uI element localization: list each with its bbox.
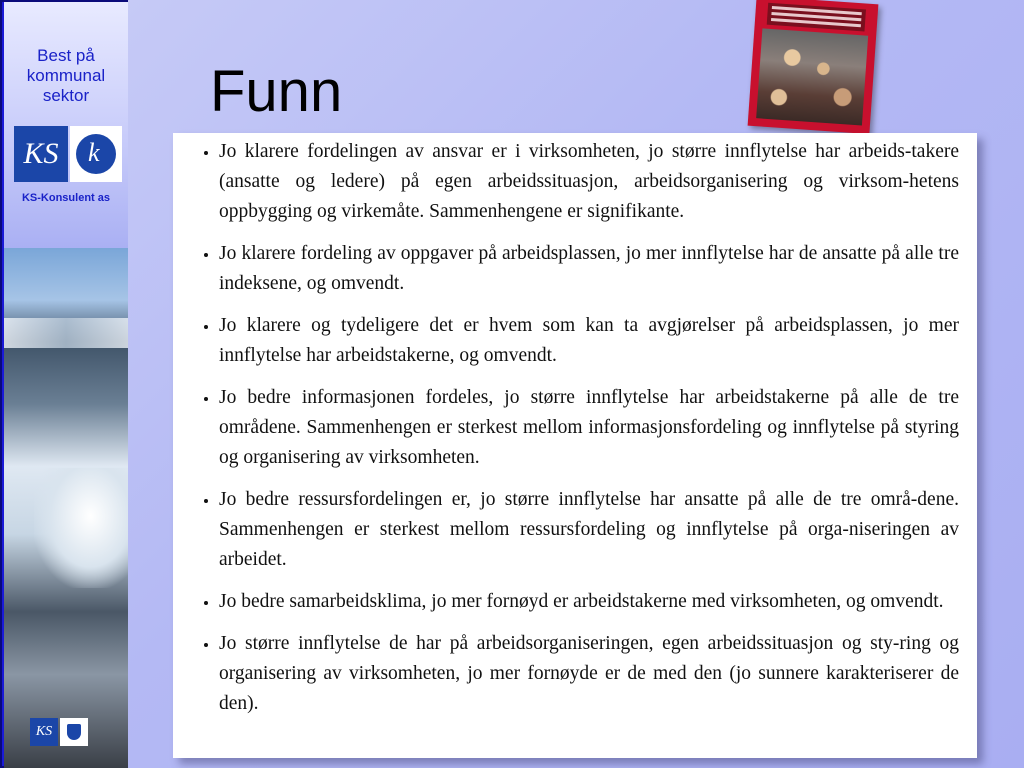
findings-panel	[173, 133, 977, 758]
konsulent-logo-letter: k	[88, 138, 100, 167]
finding-item: • Jo bedre informasjonen fordeles, jo større innflytelse har arbeidstakerne på alle de tre områdene. Sammenhengen er sterkest mellom informasjonsfordeling og innflytelse på styring og organisering av virksomheten.	[219, 383, 959, 473]
shield-icon	[60, 718, 88, 746]
finding-item: • Jo bedre samarbeidsklima, jo mer fornøyd er arbeidstakerne med virksomheten, og omvendt.	[219, 587, 959, 617]
crowd-photo	[756, 28, 868, 125]
ks-logo	[14, 126, 122, 182]
sidebar	[0, 0, 128, 768]
finding-item: • Jo klarere fordelingen av ansvar er i virksomheten, jo større innflytelse har arbeids-takere (ansatte og ledere) på egen arbeidssituasjon, arbeidsorganisering og virksom-hetens oppbygging og virkemåte. Sammenhengene er signifikante.	[219, 137, 959, 227]
findings-list	[173, 133, 977, 719]
finding-item: • Jo bedre ressursfordelingen er, jo større innflytelse har ansatte på alle de tre områ-dene. Sammenhengen er sterkest mellom ressursfordeling og innflytelse på orga-niseringen av arbeidet.	[219, 485, 959, 575]
konsulent-logo-mark	[70, 126, 122, 182]
finding-item: • Jo klarere fordeling av oppgaver på arbeidsplassen, jo mer innflytelse har de ansatte på alle tre indeksene, og omvendt.	[219, 239, 959, 299]
finding-item: • Jo klarere og tydeligere det er hvem som kan ta avgjørelser på arbeidsplassen, jo mer innflytelse har arbeidstakerne, og omvendt.	[219, 311, 959, 371]
finding-item: • Jo større innflytelse de har på arbeidsorganiseringen, egen arbeidssituasjon og sty-ring og organisering av virksomheten, jo mer fornøyde er de med den (jo sunnere karakteriserer de den).	[219, 629, 959, 719]
ks-logo-text: KS	[14, 126, 68, 182]
footer-logo-text: KS	[30, 718, 58, 746]
company-name: KS-Konsulent as	[21, 192, 110, 204]
tagline: Best på kommunal sektor	[26, 46, 106, 105]
sidebar-header	[4, 2, 128, 248]
book-cover-image	[748, 0, 879, 134]
footer-logo	[30, 718, 90, 746]
slide-title: Funn	[210, 59, 343, 124]
mountain-image	[4, 248, 128, 768]
